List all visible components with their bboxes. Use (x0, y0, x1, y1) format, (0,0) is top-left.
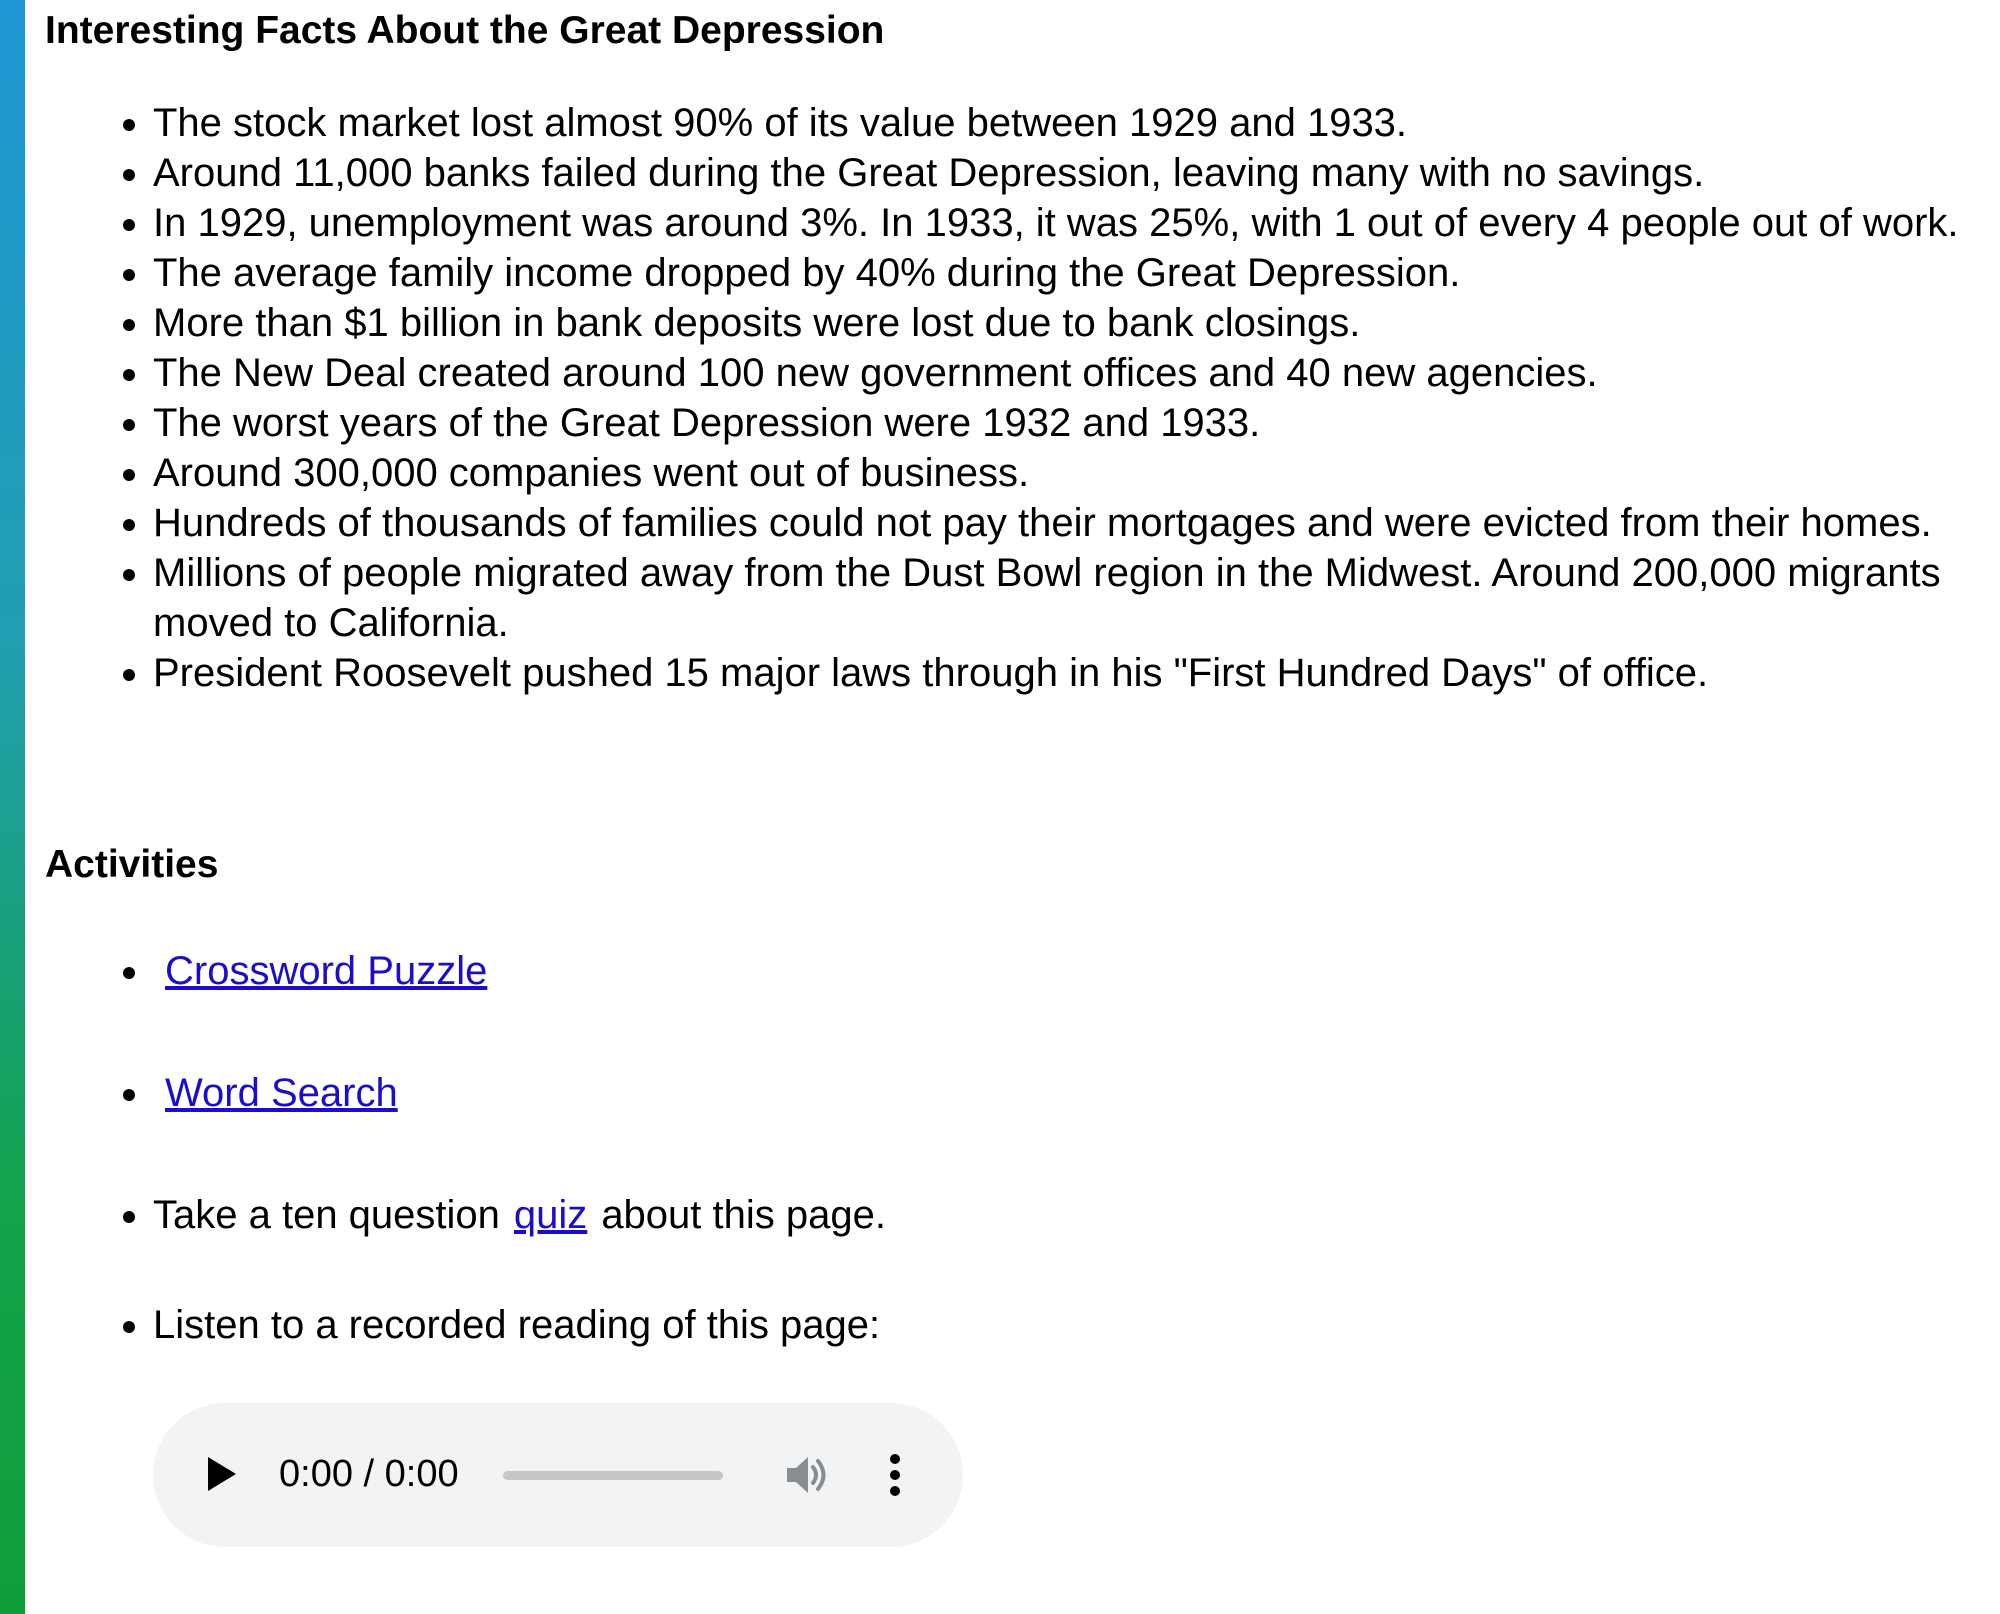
quiz-suffix-text: about this page. (601, 1193, 886, 1237)
activity-item-crossword (153, 946, 886, 996)
quiz-link[interactable]: quiz (513, 1193, 588, 1237)
fact-item: • In 1929, unemployment was around 3%. In 1933, it was 25%, with 1 out of every 4 people out of work. (153, 198, 2000, 248)
activities-heading: Activities (45, 843, 219, 886)
crossword-puzzle-link[interactable]: Crossword Puzzle (165, 949, 488, 993)
fact-item: • Hundreds of thousands of families could not pay their mortgages and were evicted from their homes. (153, 498, 2000, 548)
fact-item: • President Roosevelt pushed 15 major laws through in his "First Hundred Days" of office. (153, 648, 2000, 698)
word-search-link[interactable]: Word Search (165, 1071, 398, 1115)
fact-item: • Around 300,000 companies went out of business. (153, 448, 2000, 498)
more-options-icon[interactable] (888, 1453, 902, 1497)
audio-player (153, 1403, 963, 1547)
fact-item: • The worst years of the Great Depression were 1932 and 1933. (153, 398, 2000, 448)
activity-item-word-search (153, 1068, 886, 1118)
volume-icon[interactable] (785, 1453, 831, 1497)
fact-item: • More than $1 billion in bank deposits were lost due to bank closings. (153, 298, 2000, 348)
activity-item-listen (153, 1300, 886, 1350)
fact-item: • Around 11,000 banks failed during the Great Depression, leaving many with no savings. (153, 148, 2000, 198)
play-icon[interactable] (208, 1457, 236, 1491)
audio-time-display: 0:00 / 0:00 (279, 1453, 459, 1495)
activities-list (45, 946, 886, 1422)
fact-item: • The New Deal created around 100 new government offices and 40 new agencies. (153, 348, 2000, 398)
listen-label: Listen to a recorded reading of this page: (153, 1303, 881, 1347)
fact-item: • Millions of people migrated away from the Dust Bowl region in the Midwest. Around 200,000 migrants moved to California. (153, 548, 2000, 648)
audio-progress-slider[interactable] (503, 1471, 723, 1480)
quiz-prefix-text: Take a ten question (153, 1193, 500, 1237)
fact-item: • The average family income dropped by 40% during the Great Depression. (153, 248, 2000, 298)
facts-heading: Interesting Facts About the Great Depression (45, 9, 885, 52)
side-accent-stripe (0, 0, 25, 1614)
facts-list (45, 98, 2000, 698)
fact-item: • The stock market lost almost 90% of its value between 1929 and 1933. (153, 98, 2000, 148)
activity-item-quiz (153, 1190, 886, 1240)
